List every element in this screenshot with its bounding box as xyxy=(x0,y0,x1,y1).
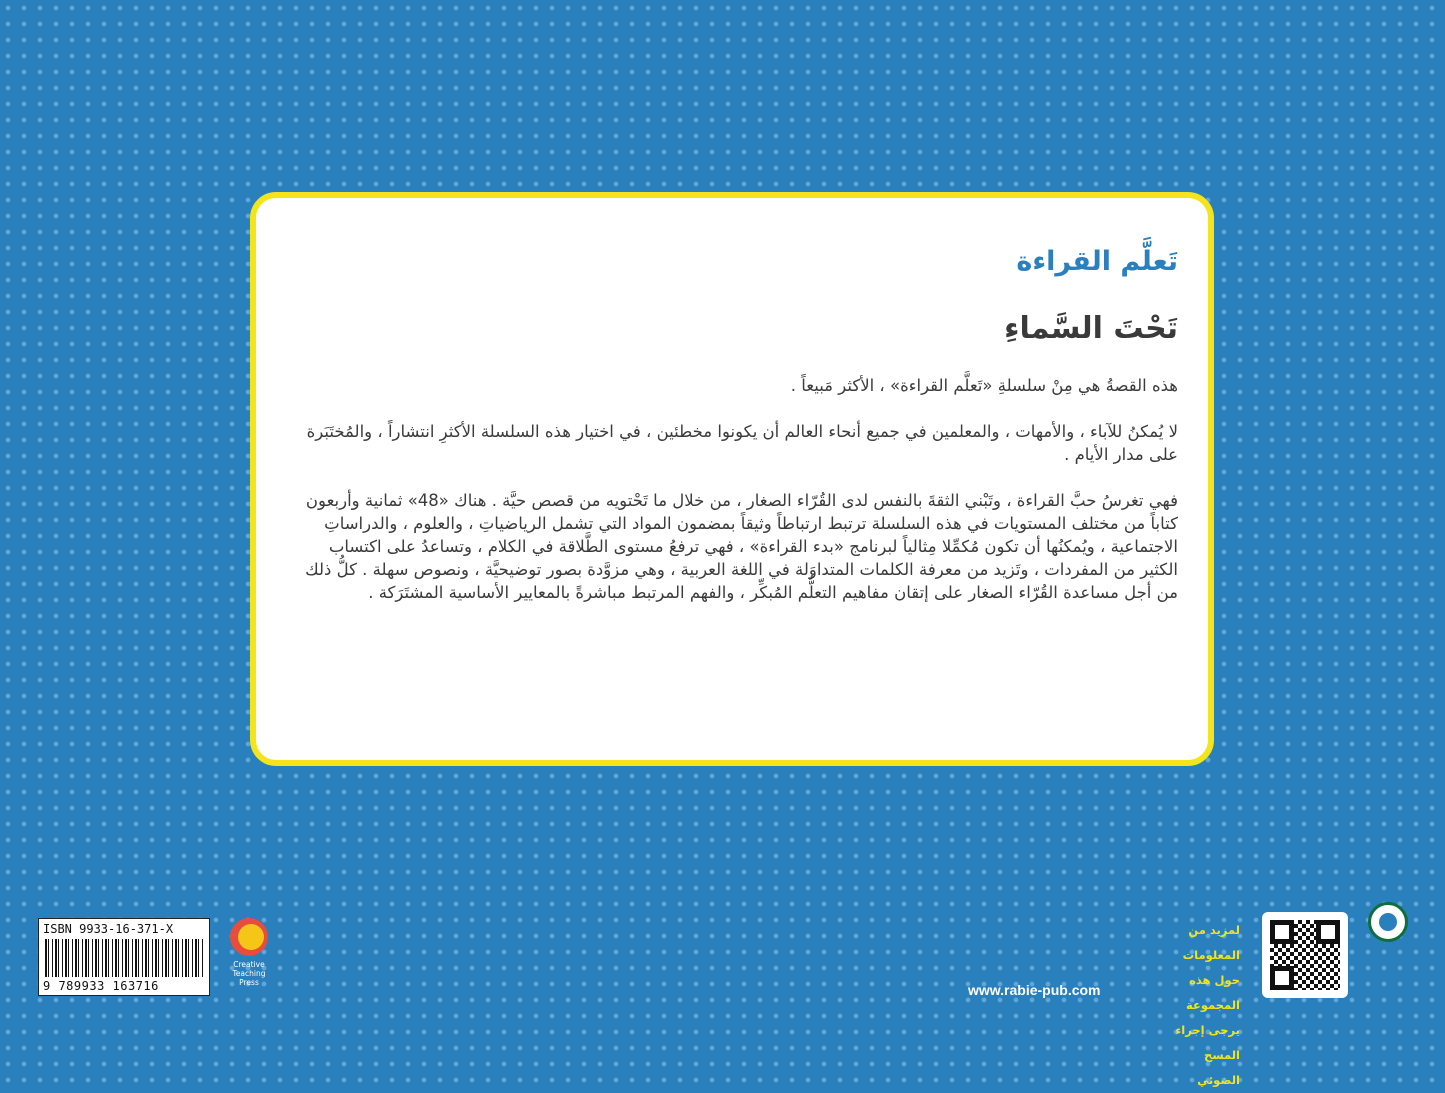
info-line: حول هذه المجموعة xyxy=(1185,973,1240,1012)
info-line: الضوئي xyxy=(1197,1073,1240,1087)
barcode-icon xyxy=(45,939,203,977)
qr-info-text xyxy=(1140,918,1240,1093)
publisher-logo-text: Creative Teaching Press xyxy=(232,960,266,987)
website-url[interactable]: www.rabie-pub.com xyxy=(968,982,1101,998)
info-panel xyxy=(250,192,1214,766)
info-line: لمزيد من المعلومات xyxy=(1182,923,1240,962)
parents-paragraph: لا يُمكنُ للآباء ، والأمهات ، والمعلمين في جميع أنحاء العالم أن يكونوا مخطئين ، في اختيار هذه السلسلة الأكثرِ انتشاراً ، والمُختَبَرة على مدار الأيام . xyxy=(306,422,1178,464)
series-title: تَعلَّم القراءة xyxy=(1016,246,1178,277)
qr-code-icon xyxy=(1270,920,1340,990)
isbn-barcode xyxy=(38,918,210,996)
creative-teaching-press-logo-icon xyxy=(230,918,268,956)
isbn-text: ISBN 9933-16-371-X xyxy=(43,922,174,936)
qr-code[interactable] xyxy=(1262,912,1348,998)
book-title: تَحْتَ السَّماءِ xyxy=(1004,311,1178,346)
badge-seal-icon xyxy=(1368,902,1408,942)
foundation-badge xyxy=(1366,902,1410,958)
publisher-logo xyxy=(226,918,272,1002)
barcode-number: 9 789933 163716 xyxy=(43,979,159,993)
description-paragraph: فهي تغرسُ حبَّ القراءة ، وتَبْني الثقةَ بالنفس لدى القُرّاء الصغار ، من خلال ما تَحْتويه من قصص حيَّة . هناك «48» ثمانية وأربعون كتاباً من مختلف المستويات في هذه السلسلة ترتبط ارتباطاً وثيقاً بمضمون المواد التي تشمل الرياضياتِ ، والعلوم ، والدراساتِ الاجتماعية ، ويُمكنُها أن تكون مُكمِّلا مِثالياً لبرنامج «بدء القراءة» ، فهي ترفعُ مستوى الطَّلاقة في الكلام ، وتساعدُ على اكتساب الكثير من المفردات ، وتَزيد من معرفة الكلمات المتداوَلة في اللغة العربية ، وهي مزوَّدة بصور توضيحيَّة ، ونصوص سهلة . كلُّ ذلك من أجل مساعدة القُرّاء الصغار على إتقان مفاهيم التعلُّم المُبكِّر ، والفهم المرتبط مباشرةً بالمعايير الأساسية المشتَرَكة . xyxy=(305,491,1178,602)
info-line: يرجى إجراء المسح xyxy=(1175,1023,1240,1062)
intro-paragraph: هذه القصةُ هي مِنْ سلسلةِ «تَعلَّم القراءة» ، الأكثر مَبيعاً . xyxy=(790,376,1178,395)
